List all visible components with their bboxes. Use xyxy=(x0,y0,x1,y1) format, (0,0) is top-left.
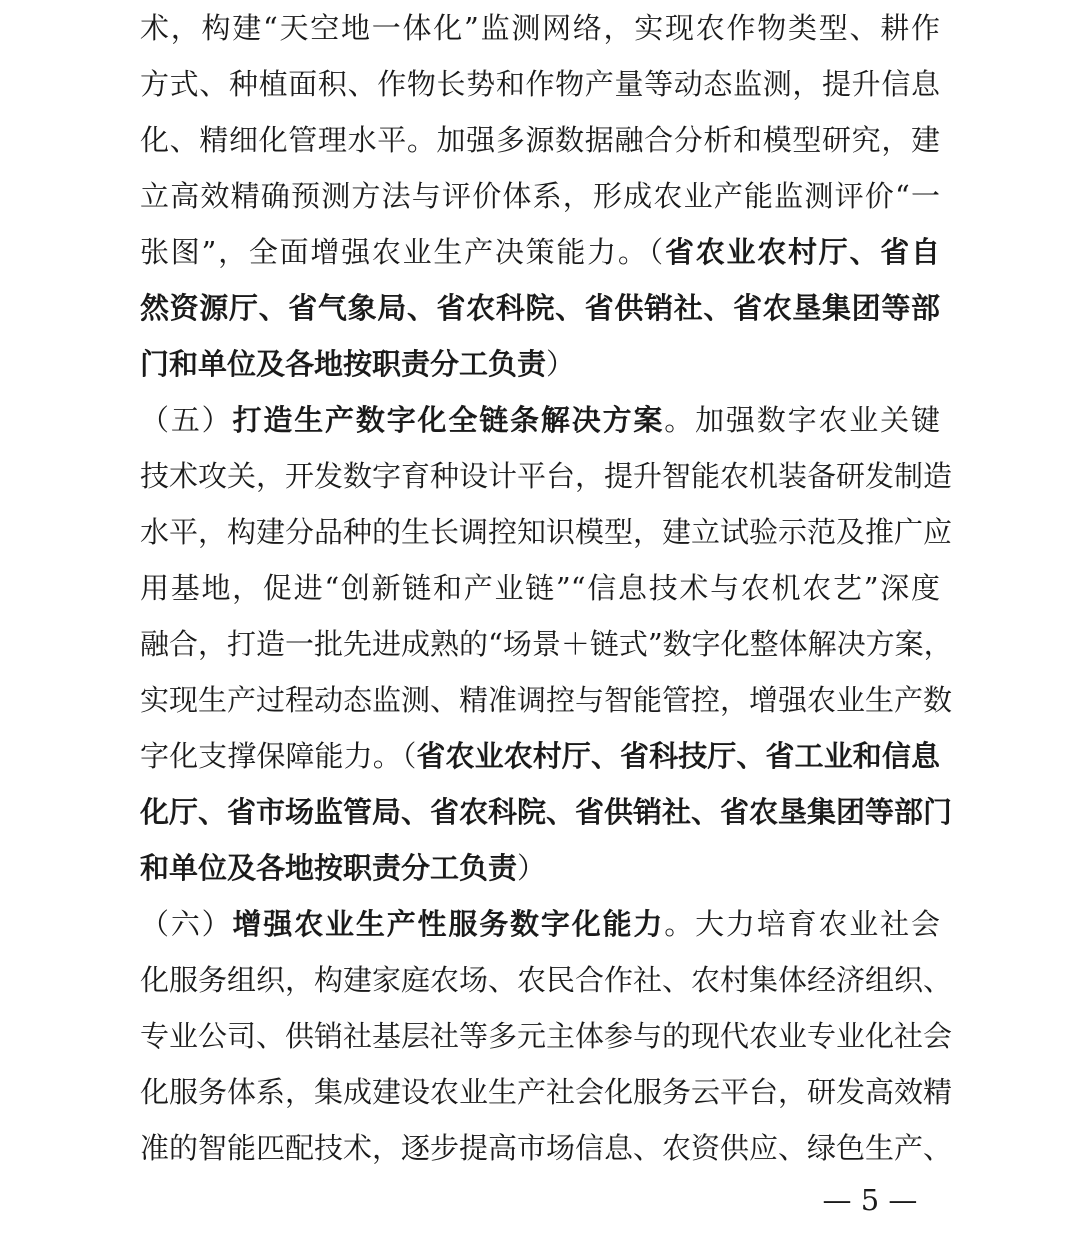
text-line xyxy=(140,174,940,218)
section-number: （五） xyxy=(140,403,233,437)
line-text: 水平，构建分品种的生长调控知识模型，建立试验示范及推广应 xyxy=(140,515,953,549)
section-heading xyxy=(140,902,940,946)
responsible-units: 门和单位及各地按职责分工负责 xyxy=(140,347,547,381)
text-line xyxy=(140,678,953,722)
line-text: 方式、种植面积、作物长势和作物产量等动态监测，提升信息 xyxy=(140,67,940,101)
line-text: 化、精细化管理水平。加强多源数据融合分析和模型研究，建 xyxy=(140,123,940,157)
text-line xyxy=(140,734,940,778)
line-text: 用基地，促进“创新链和产业链”“信息技术与农机农艺”深度 xyxy=(140,571,940,605)
text-line xyxy=(140,62,940,106)
text-line xyxy=(140,286,940,330)
line-text: 融合，打造一批先进成熟的“场景＋链式”数字化整体解决方案， xyxy=(140,627,953,661)
line-text: 专业公司、供销社基层社等多元主体参与的现代农业专业化社会 xyxy=(140,1019,953,1053)
line-text: 张图”，全面增强农业生产决策能力。（ xyxy=(140,235,665,269)
line-text: 字化支撑保障能力。（ xyxy=(140,739,417,773)
text-line xyxy=(140,342,940,386)
responsible-units: 省农业农村厅、省科技厅、省工业和信息 xyxy=(416,739,940,773)
text-line xyxy=(140,6,940,50)
line-text: 化服务体系，集成建设农业生产社会化服务云平台，研发高效精 xyxy=(140,1075,953,1109)
text-line xyxy=(140,118,940,162)
responsible-units: 然资源厅、省气象局、省农科院、省供销社、省农垦集团等部 xyxy=(140,291,940,325)
line-text: 化服务组织，构建家庭农场、农民合作社、农村集体经济组织、 xyxy=(140,963,953,997)
responsible-units: 化厅、省市场监管局、省农科院、省供销社、省农垦集团等部门 xyxy=(140,795,953,829)
text-line xyxy=(140,230,940,274)
line-text: 。加强数字农业关键 xyxy=(664,403,940,437)
text-line xyxy=(140,510,953,554)
line-text: ） xyxy=(517,851,547,885)
section-number: （六） xyxy=(140,907,233,941)
line-text: 准的智能匹配技术，逐步提高市场信息、农资供应、绿色生产、 xyxy=(140,1131,953,1165)
responsible-units: 和单位及各地按职责分工负责 xyxy=(140,851,518,885)
text-line xyxy=(140,1126,953,1170)
text-line xyxy=(140,454,953,498)
page-number: — 5 — xyxy=(822,1183,918,1217)
text-line xyxy=(140,1070,953,1114)
line-text: ） xyxy=(546,347,576,381)
line-text: 立高效精确预测方法与评价体系，形成农业产能监测评价“一 xyxy=(140,179,940,213)
text-line xyxy=(140,846,940,890)
line-text: 。大力培育农业社会 xyxy=(664,907,940,941)
line-text: 技术攻关，开发数字育种设计平台，提升智能农机装备研发制造 xyxy=(140,459,953,493)
line-text: 实现生产过程动态监测、精准调控与智能管控，增强农业生产数 xyxy=(140,683,953,717)
text-line xyxy=(140,1014,953,1058)
section-title: 打造生产数字化全链条解决方案 xyxy=(232,403,665,437)
line-text: 术，构建“天空地一体化”监测网络，实现农作物类型、耕作 xyxy=(140,11,940,45)
text-line xyxy=(140,958,953,1002)
text-line xyxy=(140,790,953,834)
section-title: 增强农业生产性服务数字化能力 xyxy=(232,907,665,941)
section-heading xyxy=(140,398,940,442)
text-line xyxy=(140,622,953,666)
text-line xyxy=(140,566,940,610)
responsible-units: 省农业农村厅、省自 xyxy=(664,235,940,269)
